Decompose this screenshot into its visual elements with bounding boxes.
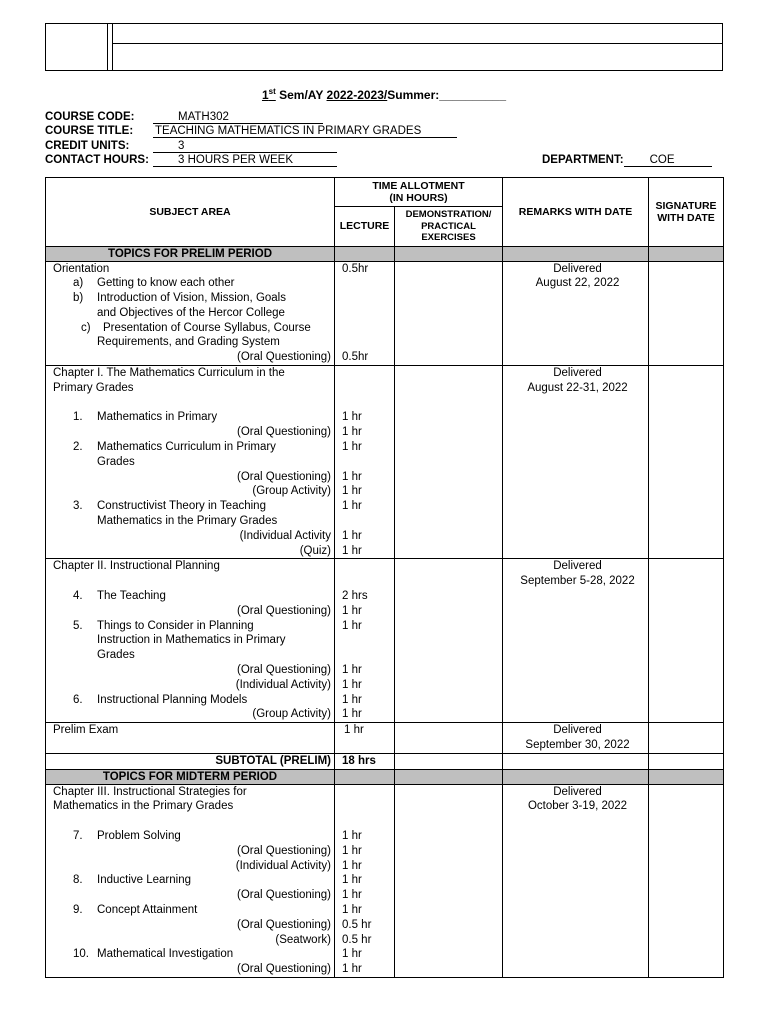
signature-cell [649,261,724,366]
summer-label: Summer:__________ [387,88,507,102]
lecture-value: 1 hr [342,664,362,677]
course-code-value: MATH302 [153,111,323,124]
department-value: COE [624,154,712,167]
chapter-2-lecture [335,559,395,723]
lecture-header: LECTURE [335,207,395,247]
remarks-header: REMARKS WITH DATE [503,178,649,247]
chapter-2-remarks [503,559,649,723]
lecture-value: 1 hr [342,874,362,887]
orientation-remarks [503,261,649,366]
topic-item: Constructivist Theory in Teaching [97,500,266,513]
logo-cell [46,24,108,70]
activity-label: (Oral Questioning) [237,963,331,976]
lecture-value: 0.5hr [342,351,369,364]
orientation-oral: (Oral Questioning) [237,351,331,364]
subtotal-value: 18 hrs [335,753,395,769]
chapter-1-lecture [335,366,395,559]
contact-hours-value: 3 HOURS PER WEEK [153,154,337,167]
lecture-value: 1 hr [342,604,362,617]
remark-delivered: Delivered [553,262,602,275]
header-divider [108,24,113,70]
lecture-value: 1 hr [342,678,362,691]
lecture-value: 0.5hr [342,262,369,275]
remark-delivered: Delivered [553,724,602,737]
orientation-title: Orientation [53,262,110,275]
course-title-row [45,125,457,138]
topic-item: Mathematical Investigation [97,948,234,961]
chapter-3-row [46,784,724,977]
activity-label: (Oral Questioning) [237,889,331,902]
item-number: 3. [73,500,83,513]
course-code-label: COURSE CODE: [45,111,135,123]
midterm-band [46,769,724,784]
semester-main: Sem/AY [279,88,324,102]
lecture-value: 2 hrs [342,590,368,603]
lecture-value: 1 hr [342,948,362,961]
signature-cell [649,723,724,754]
exercises-label: EXERCISES [421,232,476,243]
signature-label: SIGNATURE [655,199,717,212]
item-number: 10. [73,948,89,961]
signature-cell [649,784,724,977]
prelim-exam-lecture [335,723,395,754]
lecture-value: 1 hr [342,903,362,916]
orientation-row [46,261,724,366]
item-number: 7. [73,829,83,842]
topic-item: Instructional Planning Models [97,693,248,706]
in-hours-label: (IN HOURS) [389,192,448,204]
item-number: 8. [73,874,83,887]
signature-cell [649,559,724,723]
prelim-exam-topic [46,723,335,754]
academic-year: 2022-2023/ [326,88,388,102]
remark-delivered: Delivered [553,785,602,798]
item-a-mark: a) [73,277,84,290]
activity-label: (Oral Questioning) [237,844,331,857]
topic-item-cont: Mathematics in the Primary Grades [97,515,278,528]
activity-label: (Quiz) [299,544,331,557]
remark-date: August 22, 2022 [535,277,620,290]
lecture-value: 1 hr [342,963,362,976]
topic-item: Concept Attainment [97,903,198,916]
item-number: 1. [73,411,83,424]
lecture-value: 1 hr [342,708,362,721]
chapter-3-topic [46,784,335,977]
lecture-value: 1 hr [342,889,362,902]
lecture-value: 1 hr [342,441,362,454]
item-b-mark: b) [73,292,84,305]
lecture-value: 1 hr [342,619,362,632]
chapter-2-title: Chapter II. Instructional Planning [53,560,220,573]
topic-item-cont: Grades [97,455,135,468]
activity-label: (Oral Questioning) [237,664,331,677]
with-date-label: WITH DATE [657,211,715,224]
activity-label: (Oral Questioning) [237,918,331,931]
topic-item-cont: Grades [97,649,135,662]
chapter-3-title-cont: Mathematics in the Primary Grades [53,800,234,813]
lecture-value: 1 hr [342,544,362,557]
lecture-value: 0.5 hr [342,918,372,931]
remark-delivered: Delivered [553,367,602,380]
item-c-line1: Presentation of Course Syllabus, Course [103,321,311,334]
activity-label: (Individual Activity) [235,859,331,872]
item-number: 4. [73,590,83,603]
prelim-exam-row [46,723,724,754]
department-row [542,154,712,167]
subtotal-label: SUBTOTAL (PRELIM) [46,753,335,769]
item-b-line2: and Objectives of the Hercor College [97,306,285,319]
chapter-1-topic [46,366,335,559]
activity-label: (Oral Questioning) [237,604,331,617]
topic-item: Things to Consider in Planning [97,619,254,632]
lecture-value: 1 hr [344,724,364,737]
chapter-3-remarks [503,784,649,977]
chapter-2-row [46,559,724,723]
semester-prefix: 1 [261,88,269,102]
signature-cell [649,366,724,559]
time-allotment-header [335,178,503,207]
lecture-value: 1 hr [342,500,362,513]
department-label: DEPARTMENT: [542,154,624,166]
lecture-value: 1 hr [342,411,362,424]
item-c-line2: Requirements, and Grading System [97,336,280,349]
lecture-value: 1 hr [342,829,362,842]
semester-sup: st [268,87,276,96]
lecture-value: 0.5 hr [342,933,372,946]
subject-area-header: SUBJECT AREA [46,178,335,247]
prelim-exam-remarks [503,723,649,754]
demonstration-header [395,207,503,247]
activity-label: (Group Activity) [252,708,331,721]
signature-header [649,178,724,247]
header-row-1 [46,178,724,207]
activity-label: (Oral Questioning) [237,470,331,483]
item-b-line1: Introduction of Vision, Mission, Goals [97,292,286,305]
lecture-value: 1 hr [342,470,362,483]
syllabus-table [45,177,724,978]
contact-hours-row [45,154,337,167]
activity-label: (Individual Activity [239,529,331,542]
header-rule [113,43,722,44]
course-code-row [45,111,323,124]
course-title-label: COURSE TITLE: [45,125,134,137]
remark-date: September 30, 2022 [525,739,630,751]
topic-item: The Teaching [97,590,166,603]
orientation-lecture [335,261,395,366]
chapter-1-row [46,366,724,559]
chapter-1-title-cont: Primary Grades [53,381,134,394]
item-number: 5. [73,619,83,632]
credit-units-value: 3 [153,140,337,153]
lecture-value: 1 hr [342,844,362,857]
activity-label: (Seatwork) [275,933,331,946]
lecture-value: 1 hr [342,529,362,542]
remark-date: October 3-19, 2022 [527,800,628,813]
prelim-band [46,246,724,261]
topic-item: Mathematics in Primary [97,411,218,424]
credit-units-label: CREDIT UNITS: [45,140,130,152]
prelim-exam-title: Prelim Exam [53,724,119,737]
item-a: Getting to know each other [97,277,235,290]
topic-item-cont: Instruction in Mathematics in Primary [97,634,286,647]
remark-date: September 5-28, 2022 [520,575,635,588]
subtotal-prelim-row [46,753,724,769]
lecture-value: 1 hr [342,426,362,439]
item-number: 9. [73,903,83,916]
semester-line [0,87,768,102]
contact-hours-label: CONTACT HOURS: [45,154,149,166]
remark-delivered: Delivered [553,560,602,573]
course-title-value: TEACHING MATHEMATICS IN PRIMARY GRADES [153,125,457,138]
chapter-2-topic [46,559,335,723]
demonstration-label: DEMONSTRATION/ [405,209,492,220]
time-allotment-label: TIME ALLOTMENT [372,180,465,192]
remark-date: August 22-31, 2022 [527,381,628,394]
chapter-3-lecture [335,784,395,977]
chapter-1-title: Chapter I. The Mathematics Curriculum in the [53,367,285,380]
activity-label: (Group Activity) [252,485,331,498]
chapter-1-remarks [503,366,649,559]
activity-label: (Oral Questioning) [237,426,331,439]
lecture-value: 1 hr [342,485,362,498]
orientation-topic [46,261,335,366]
lecture-value: 1 hr [342,859,362,872]
practical-label: PRACTICAL [421,220,476,232]
topic-item: Inductive Learning [97,874,191,887]
topic-item: Mathematics Curriculum in Primary [97,441,276,454]
item-number: 2. [73,441,83,454]
activity-label: (Individual Activity) [235,678,331,691]
header-box [45,23,723,71]
chapter-3-title: Chapter III. Instructional Strategies for [53,785,247,798]
topic-item: Problem Solving [97,829,181,842]
midterm-band-label: TOPICS FOR MIDTERM PERIOD [46,769,335,784]
lecture-value: 1 hr [342,693,362,706]
prelim-band-label: TOPICS FOR PRELIM PERIOD [46,246,335,261]
credit-units-row [45,140,337,153]
item-c-mark: c) [81,321,91,334]
item-number: 6. [73,693,83,706]
